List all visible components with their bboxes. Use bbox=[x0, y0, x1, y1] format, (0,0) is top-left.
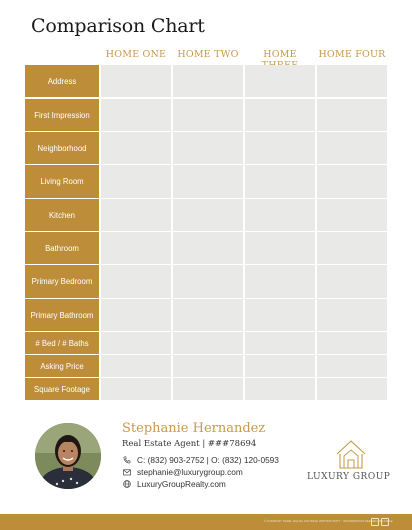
table-cell[interactable] bbox=[317, 355, 387, 377]
table-cell[interactable] bbox=[101, 199, 171, 231]
row-label: Primary Bedroom bbox=[25, 265, 99, 298]
table-cell[interactable] bbox=[173, 299, 243, 331]
table-cell[interactable] bbox=[101, 332, 171, 354]
table-cell[interactable] bbox=[245, 165, 315, 198]
table-cell[interactable] bbox=[245, 99, 315, 131]
table-cell[interactable] bbox=[245, 378, 315, 400]
agent-email[interactable]: stephanie@luxurygroup.com bbox=[137, 467, 243, 477]
table-cell[interactable] bbox=[101, 65, 171, 97]
table-cell[interactable] bbox=[101, 355, 171, 377]
table-cell[interactable] bbox=[245, 132, 315, 164]
row-label: Neighborhood bbox=[25, 132, 99, 164]
table-cell[interactable] bbox=[101, 232, 171, 264]
row-label: Address bbox=[25, 65, 99, 97]
table-cell[interactable] bbox=[173, 65, 243, 97]
agent-name: Stephanie Hernandez bbox=[122, 421, 266, 436]
agent-website[interactable]: LuxuryGroupRealty.com bbox=[137, 479, 226, 489]
row-label: Bathroom bbox=[25, 232, 99, 264]
agent-phone: C: (832) 903-2752 | O: (832) 120-0593 bbox=[137, 455, 279, 465]
page-title: Comparison Chart bbox=[31, 15, 205, 37]
footer-bar bbox=[0, 514, 412, 530]
table-cell[interactable] bbox=[101, 299, 171, 331]
realtor-icon bbox=[381, 518, 389, 526]
column-header-home-one: HOME ONE bbox=[105, 49, 167, 60]
table-cell[interactable] bbox=[317, 165, 387, 198]
row-label: Kitchen bbox=[25, 199, 99, 231]
brand-name: LUXURY GROUP bbox=[307, 472, 391, 482]
table-cell[interactable] bbox=[101, 265, 171, 298]
table-cell[interactable] bbox=[173, 378, 243, 400]
table-cell[interactable] bbox=[173, 199, 243, 231]
table-cell[interactable] bbox=[317, 299, 387, 331]
table-cell[interactable] bbox=[173, 332, 243, 354]
agent-email-row bbox=[122, 467, 243, 477]
comparison-table bbox=[25, 65, 385, 401]
table-cell[interactable] bbox=[173, 265, 243, 298]
table-cell[interactable] bbox=[101, 378, 171, 400]
table-cell[interactable] bbox=[317, 199, 387, 231]
table-cell[interactable] bbox=[245, 65, 315, 97]
footer-fine-print: © COMPANY NAME. EQUAL HOUSING OPPORTUNITY · INFORMATION DEEMED RELIABLE bbox=[264, 519, 393, 523]
table-cell[interactable] bbox=[317, 378, 387, 400]
table-cell[interactable] bbox=[173, 232, 243, 264]
table-cell[interactable] bbox=[245, 265, 315, 298]
table-cell[interactable] bbox=[173, 165, 243, 198]
house-logo-icon bbox=[309, 438, 393, 472]
table-cell[interactable] bbox=[245, 232, 315, 264]
table-cell[interactable] bbox=[245, 332, 315, 354]
row-label: Primary Bathroom bbox=[25, 299, 99, 331]
table-cell[interactable] bbox=[173, 132, 243, 164]
table-cell[interactable] bbox=[317, 132, 387, 164]
table-cell[interactable] bbox=[101, 165, 171, 198]
agent-portrait-image bbox=[35, 423, 101, 489]
column-header-home-four: HOME FOUR bbox=[318, 49, 386, 60]
table-cell[interactable] bbox=[245, 355, 315, 377]
table-cell[interactable] bbox=[317, 265, 387, 298]
table-cell[interactable] bbox=[245, 299, 315, 331]
agent-phone-row bbox=[122, 455, 279, 465]
table-cell[interactable] bbox=[173, 99, 243, 131]
table-cell[interactable] bbox=[317, 65, 387, 97]
table-cell[interactable] bbox=[101, 132, 171, 164]
table-cell[interactable] bbox=[317, 99, 387, 131]
table-cell[interactable] bbox=[173, 355, 243, 377]
agent-photo bbox=[35, 423, 101, 489]
email-icon bbox=[122, 467, 132, 477]
table-cell[interactable] bbox=[317, 232, 387, 264]
row-label: Asking Price bbox=[25, 355, 99, 377]
row-label: # Bed / # Baths bbox=[25, 332, 99, 354]
row-label: Living Room bbox=[25, 165, 99, 198]
row-label: Square Footage bbox=[25, 378, 99, 400]
column-header-home-three: HOME bbox=[263, 49, 297, 60]
agent-website-row bbox=[122, 479, 226, 489]
column-header-home-two: HOME TWO bbox=[177, 49, 239, 60]
row-label: First Impression bbox=[25, 99, 99, 131]
equal-housing-icon bbox=[371, 518, 379, 526]
globe-icon bbox=[122, 479, 132, 489]
phone-icon bbox=[122, 455, 132, 465]
table-cell[interactable] bbox=[317, 332, 387, 354]
table-cell[interactable] bbox=[245, 199, 315, 231]
agent-title: Real Estate Agent | ###78694 bbox=[122, 439, 257, 449]
table-cell[interactable] bbox=[101, 99, 171, 131]
